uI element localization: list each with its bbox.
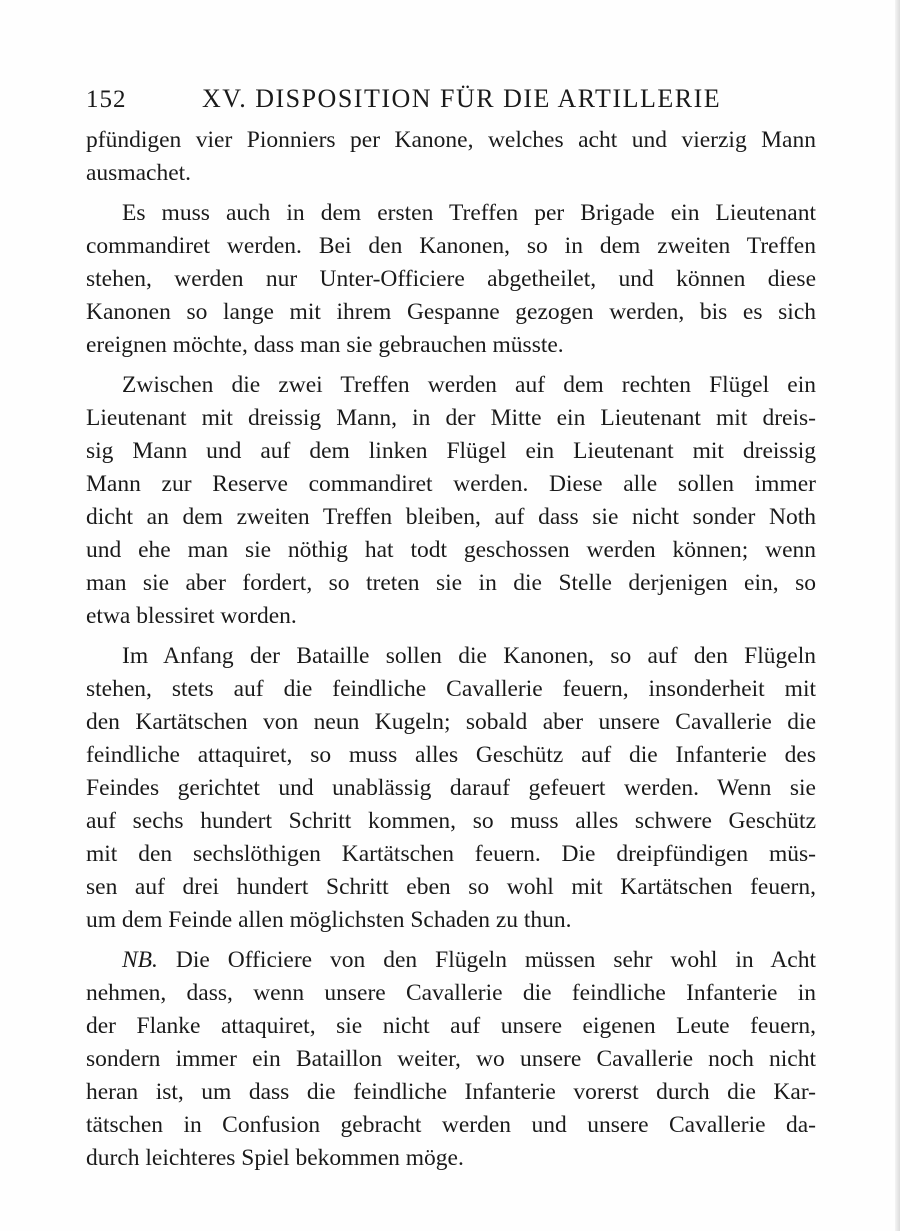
text-line: dicht an dem zweiten Treffen bleiben, auf dass sie nicht sonder Noth [86, 504, 816, 530]
text-line: commandiret werden. Bei den Kanonen, so in dem zweiten Treffen [86, 233, 816, 259]
text-line: Mann zur Reserve commandiret werden. Diese alle sollen immer [86, 471, 816, 497]
text-line: den Kartätschen von neun Kugeln; sobald aber unsere Cavallerie die [86, 709, 816, 735]
paragraph [86, 944, 816, 1175]
text-line: feindliche attaquiret, so muss alles Geschütz auf die Infanterie des [86, 742, 816, 768]
text-line: heran ist, um dass die feindliche Infanterie vorerst durch die Kar- [86, 1079, 816, 1105]
text-line: auf sechs hundert Schritt kommen, so muss alles schwere Geschütz [86, 808, 816, 834]
running-head [86, 86, 826, 122]
text-line-nb [86, 944, 816, 977]
text-line: ausmachet. [86, 160, 192, 186]
text-line: stehen, werden nur Unter-Officiere abgetheilet, und können diese [86, 266, 816, 292]
page-edge-shadow [895, 0, 900, 1231]
text-line: der Flanke attaquiret, sie nicht auf unsere eigenen Leute feuern, [86, 1013, 816, 1039]
text-line: stehen, stets auf die feindliche Cavallerie feuern, insonderheit mit [86, 676, 816, 702]
text-line: und ehe man sie nöthig hat todt geschossen werden können; wenn [86, 537, 816, 563]
text-line: nehmen, dass, wenn unsere Cavallerie die feindliche Infanterie in [86, 980, 816, 1006]
text-line: Lieutenant mit dreissig Mann, in der Mitte ein Lieutenant mit dreis- [86, 405, 816, 431]
text-line: pfündigen vier Pionniers per Kanone, welches acht und vierzig Mann [86, 127, 816, 153]
text-line: um dem Feinde allen möglichsten Schaden zu thun. [86, 907, 572, 933]
paragraph [86, 640, 816, 937]
text-line: Kanonen so lange mit ihrem Gespanne gezogen werden, bis es sich [86, 299, 816, 325]
text-fragment: Die Officiere von den Flügeln müssen sehr wohl in Acht [157, 947, 816, 973]
page-number: 152 [86, 86, 127, 113]
text-line: sen auf drei hundert Schritt eben so wohl mit Kartätschen feuern, [86, 874, 816, 900]
text-line: man sie aber fordert, so treten sie in die Stelle derjenigen ein, so [86, 570, 816, 596]
paragraph [86, 197, 816, 362]
running-title: XV. DISPOSITION FÜR DIE ARTILLERIE [202, 84, 722, 113]
text-line: Es muss auch in dem ersten Treffen per Brigade ein Lieutenant [122, 200, 816, 226]
text-line: Zwischen die zwei Treffen werden auf dem rechten Flügel ein [122, 372, 816, 398]
text-line: durch leichteres Spiel bekommen möge. [86, 1145, 464, 1171]
text-line: mit den sechslöthigen Kartätschen feuern. Die dreipfündigen müs- [86, 841, 816, 867]
text-line: Feindes gerichtet und unablässig darauf gefeuert werden. Wenn sie [86, 775, 816, 801]
text-line: tätschen in Confusion gebracht werden und unsere Cavallerie da- [86, 1112, 816, 1138]
text-line: etwa blessiret worden. [86, 603, 297, 629]
text-line: sig Mann und auf dem linken Flügel ein Lieutenant mit dreissig [86, 438, 816, 464]
nb-label: NB. [122, 947, 158, 973]
text-line: ereignen möchte, dass man sie gebrauchen müsste. [86, 332, 564, 358]
text-line: sondern immer ein Bataillon weiter, wo unsere Cavallerie noch nicht [86, 1046, 816, 1072]
paragraph [86, 369, 816, 633]
body-text [86, 124, 816, 1182]
paragraph [86, 124, 816, 190]
text-line: Im Anfang der Bataille sollen die Kanonen, so auf den Flügeln [122, 643, 816, 669]
